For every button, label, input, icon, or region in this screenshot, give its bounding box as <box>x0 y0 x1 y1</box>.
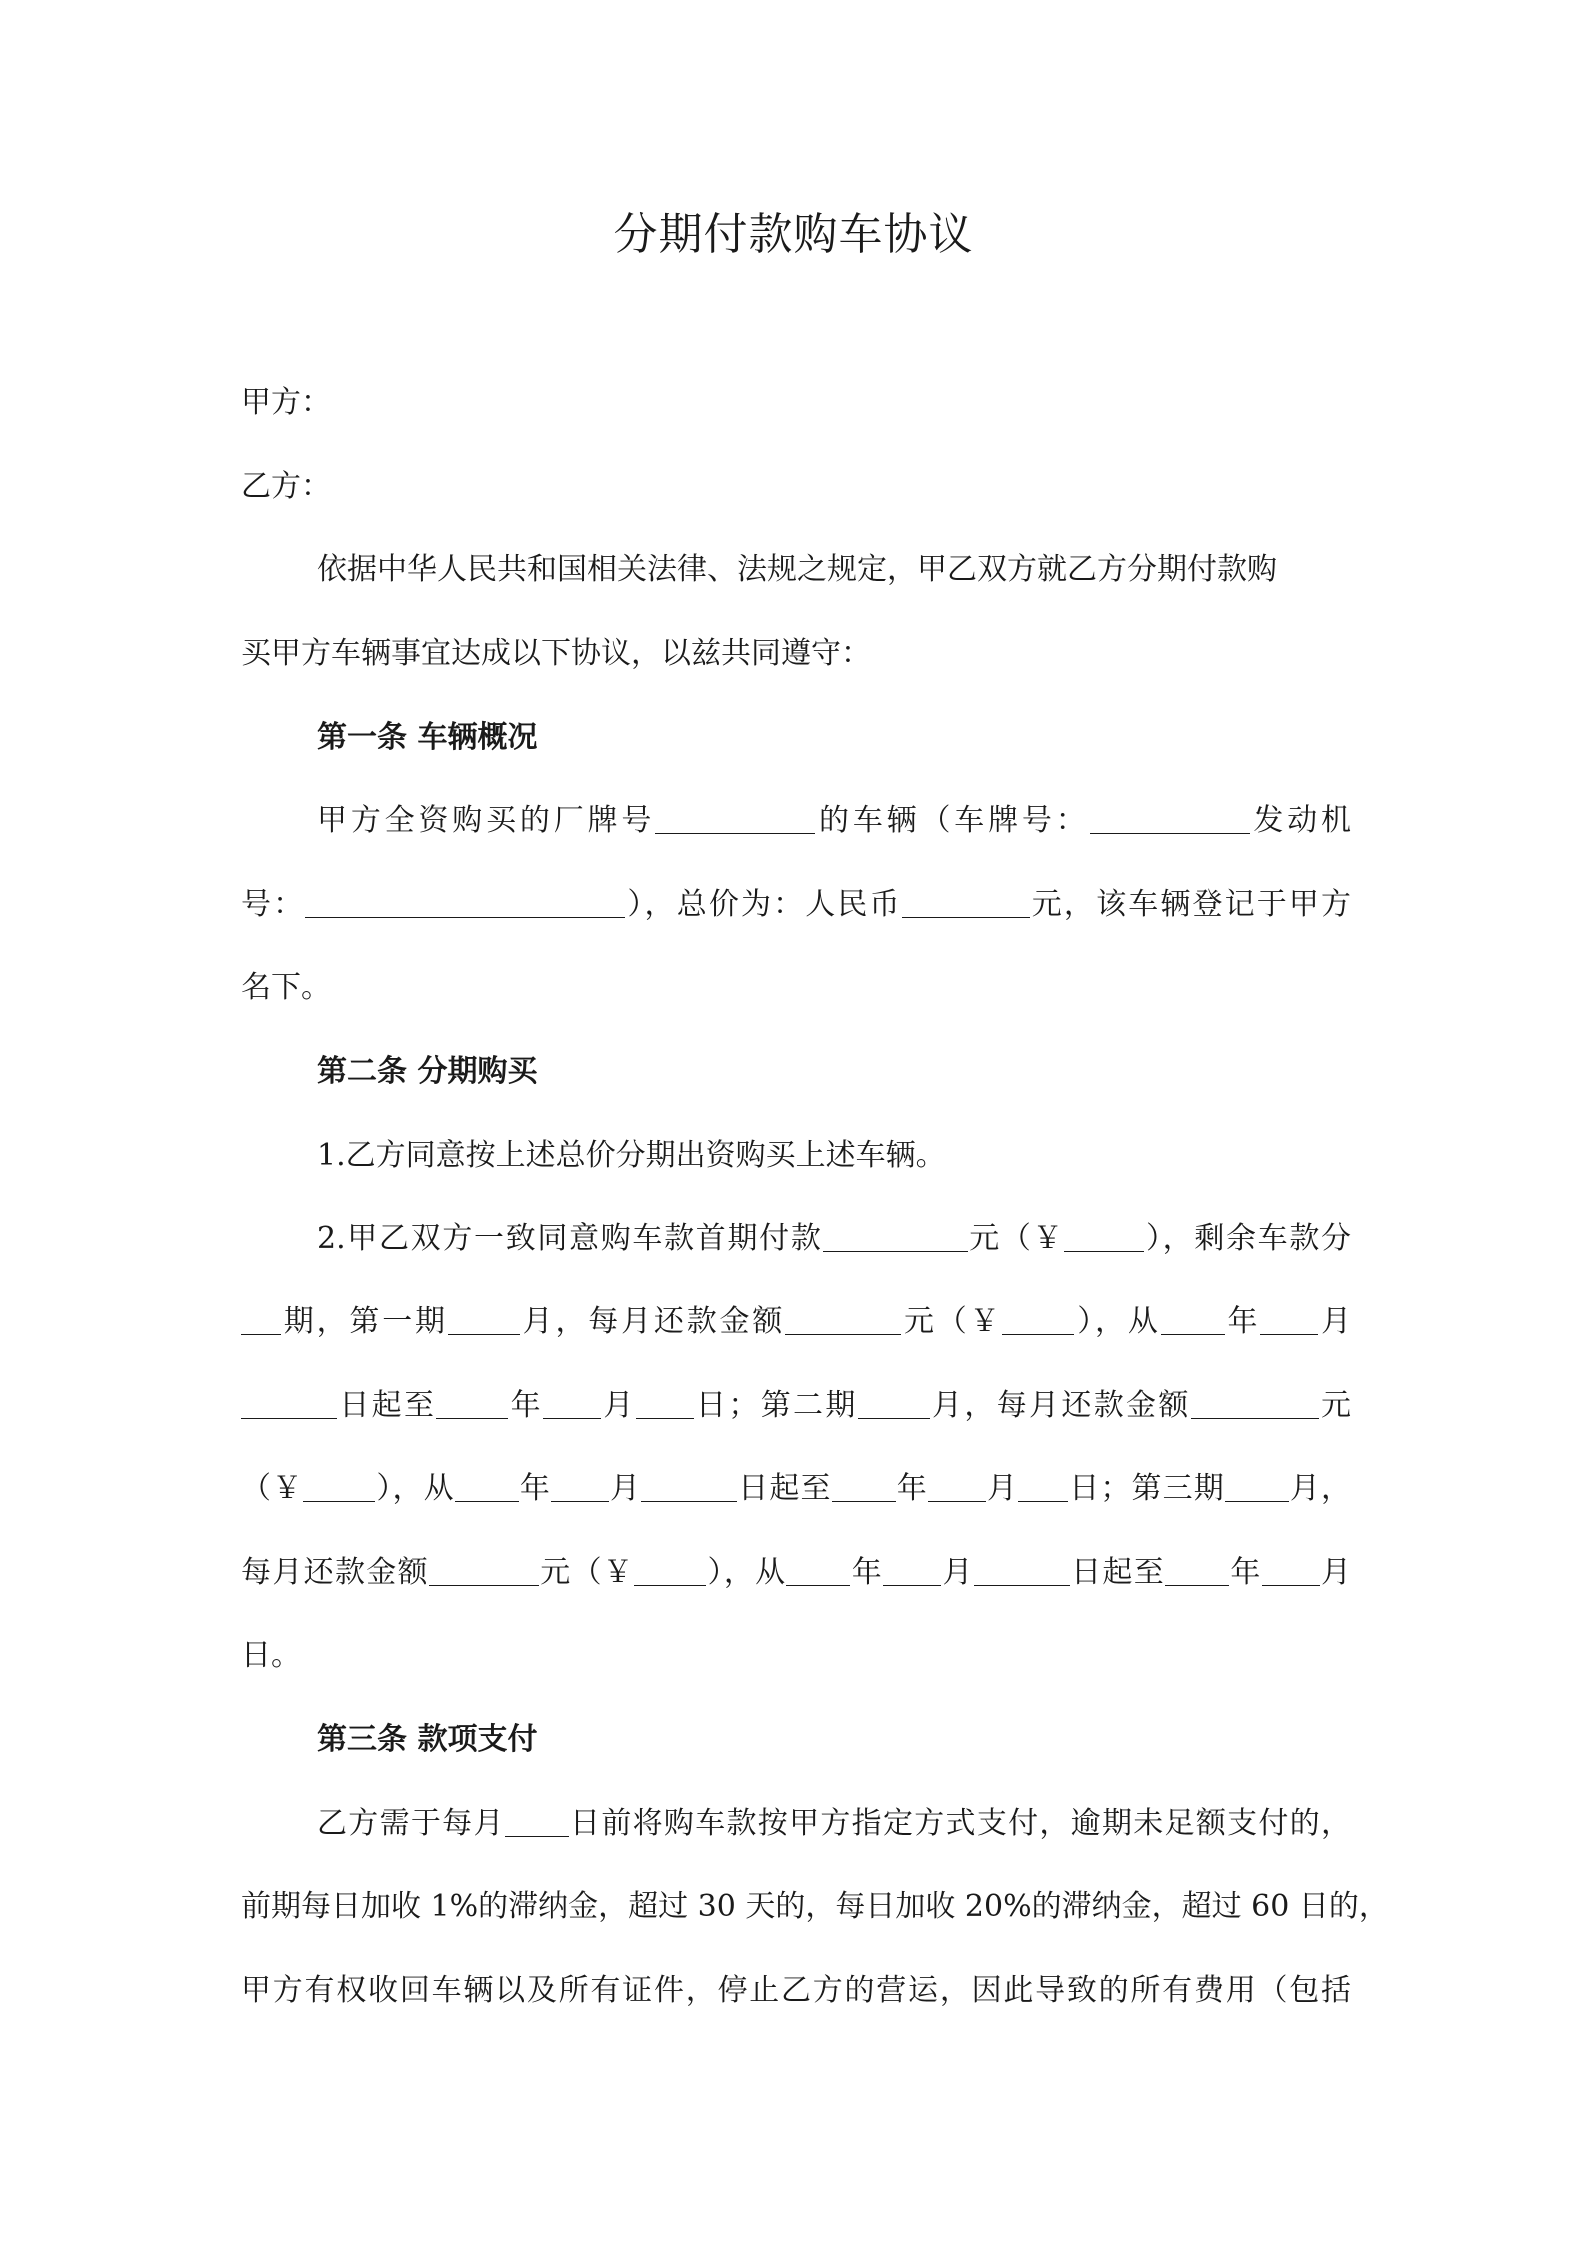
article-2-item-2-line-6: 日。 <box>241 1638 301 1673</box>
first-to-year-blank[interactable] <box>436 1388 508 1419</box>
first-to-month-blank[interactable] <box>543 1388 601 1419</box>
article-2-item-2-line-2 <box>241 1302 1351 1342</box>
total-price-blank[interactable] <box>902 887 1030 918</box>
payment-day-blank[interactable] <box>505 1806 569 1837</box>
first-to-day-blank[interactable] <box>636 1388 694 1419</box>
text: 年 <box>1229 1555 1262 1590</box>
period-count-blank[interactable] <box>241 1304 281 1335</box>
text: 每月还款金额 <box>241 1555 429 1590</box>
article-1-line-3: 名下。 <box>241 970 331 1005</box>
text: ） <box>706 1555 724 1590</box>
first-from-day-blank[interactable] <box>241 1388 337 1419</box>
article-2-item-2-line-1 <box>317 1219 1351 1259</box>
second-to-day-blank[interactable] <box>1018 1471 1068 1502</box>
first-from-year-blank[interactable] <box>1161 1304 1225 1335</box>
text: ，剩余车款分 <box>1162 1221 1352 1256</box>
article-3-heading: 第三条 款项支付 <box>317 1722 538 1757</box>
text: 元 <box>538 1555 572 1590</box>
first-amount-blank[interactable] <box>785 1304 901 1335</box>
text: 乙方需于每月 <box>317 1806 505 1841</box>
preamble-line-1: 依据中华人民共和国相关法律、法规之规定，甲乙双方就乙方分期付款购 <box>317 552 1277 587</box>
text: 日起至 <box>737 1471 832 1506</box>
text: 期，第一期 <box>281 1304 448 1339</box>
second-amount-yen-blank[interactable] <box>303 1471 375 1502</box>
text: ，从 <box>723 1555 787 1590</box>
text: 元 <box>1318 1388 1352 1423</box>
text: 月 <box>985 1471 1019 1506</box>
third-from-month-blank[interactable] <box>883 1555 941 1586</box>
text: 月，每月还款金额 <box>519 1304 786 1339</box>
third-from-year-blank[interactable] <box>786 1555 850 1586</box>
article-2-item-1: 1.乙方同意按上述总价分期出资购买上述车辆。 <box>317 1138 946 1173</box>
text: （￥ <box>241 1471 304 1506</box>
article-2-item-2-line-5 <box>241 1553 1351 1593</box>
third-to-year-blank[interactable] <box>1165 1555 1229 1586</box>
text: 月，每月还款金额 <box>929 1388 1191 1423</box>
text: 月， <box>1288 1471 1352 1506</box>
engine-number-blank[interactable] <box>305 887 625 918</box>
text: 日 <box>1068 1471 1101 1506</box>
text: （￥ <box>571 1555 635 1590</box>
text: 年 <box>850 1555 884 1590</box>
plate-number-blank[interactable] <box>1090 803 1250 834</box>
first-amount-yen-blank[interactable] <box>1002 1304 1074 1335</box>
text: 月 <box>601 1388 636 1423</box>
preamble-line-2: 买甲方车辆事宜达成以下协议，以兹共同遵守： <box>241 636 871 671</box>
third-period-months-blank[interactable] <box>1225 1471 1289 1502</box>
text: 日前将购车款按甲方指定方式支付，逾期未足额支付的， <box>568 1806 1352 1841</box>
text: ，从 <box>1095 1304 1161 1339</box>
article-2-heading: 第二条 分期购买 <box>317 1054 538 1089</box>
text: 发动机 <box>1249 803 1352 838</box>
third-from-day-blank[interactable] <box>974 1555 1070 1586</box>
text: ），总价为：人民币 <box>625 887 902 922</box>
text: （￥ <box>1000 1221 1065 1256</box>
text: 的车辆（车牌号： <box>815 803 1090 838</box>
text: 年 <box>895 1471 928 1506</box>
second-from-year-blank[interactable] <box>455 1471 519 1502</box>
text: ；第二期 <box>728 1388 858 1423</box>
third-to-month-blank[interactable] <box>1262 1555 1320 1586</box>
article-2-item-2-line-4 <box>241 1469 1351 1509</box>
document-title: 分期付款购车协议 <box>613 209 974 260</box>
text: 元 <box>901 1304 937 1339</box>
text: 月 <box>1319 1555 1352 1590</box>
text: 月 <box>608 1471 642 1506</box>
text: 2.甲乙双方一致同意购车款首期付款 <box>317 1221 823 1256</box>
third-amount-yen-blank[interactable] <box>634 1555 706 1586</box>
text: 年 <box>1224 1304 1261 1339</box>
text: 甲方全资购买的厂牌号 <box>317 803 656 838</box>
article-2-item-2-line-3 <box>241 1386 1351 1426</box>
text: ；第三期 <box>1100 1471 1225 1506</box>
down-payment-blank[interactable] <box>823 1221 968 1252</box>
text: 月 <box>1318 1304 1352 1339</box>
second-from-month-blank[interactable] <box>551 1471 609 1502</box>
article-1-line-1 <box>317 801 1351 841</box>
first-from-month-blank[interactable] <box>1260 1304 1318 1335</box>
text: ） <box>1144 1221 1163 1256</box>
text: 日起至 <box>1069 1555 1166 1590</box>
text: ，从 <box>392 1471 455 1506</box>
down-payment-yen-blank[interactable] <box>1064 1221 1144 1252</box>
third-amount-blank[interactable] <box>429 1555 539 1586</box>
second-from-day-blank[interactable] <box>641 1471 737 1502</box>
text: ） <box>375 1471 393 1506</box>
article-1-heading: 第一条 车辆概况 <box>317 720 538 755</box>
text: 号： <box>241 887 306 922</box>
text: 月 <box>941 1555 974 1590</box>
brand-blank[interactable] <box>655 803 815 834</box>
article-1-line-2 <box>241 885 1351 925</box>
text: （￥ <box>936 1304 1003 1339</box>
text: 年 <box>518 1471 551 1506</box>
text: ） <box>1074 1304 1096 1339</box>
second-amount-blank[interactable] <box>1191 1388 1319 1419</box>
party-b-label: 乙方： <box>241 469 331 504</box>
text: 元 <box>967 1221 1001 1256</box>
party-a-label: 甲方： <box>241 385 331 420</box>
text: 元，该车辆登记于甲方 <box>1029 887 1352 922</box>
article-3-line-2: 前期每日加收 1%的滞纳金，超过 30 天的，每日加收 20%的滞纳金，超过 60 日的， <box>241 1889 1389 1924</box>
second-to-month-blank[interactable] <box>928 1471 986 1502</box>
second-period-months-blank[interactable] <box>858 1388 930 1419</box>
article-3-line-1 <box>317 1804 1351 1844</box>
text: 日起至 <box>337 1388 437 1423</box>
article-3-line-3: 甲方有权收回车辆以及所有证件，停止乙方的营运，因此导致的所有费用（包括 <box>241 1973 1351 2008</box>
first-period-months-blank[interactable] <box>448 1304 520 1335</box>
second-to-year-blank[interactable] <box>832 1471 896 1502</box>
text: 日 <box>693 1388 729 1423</box>
text: 年 <box>508 1388 544 1423</box>
